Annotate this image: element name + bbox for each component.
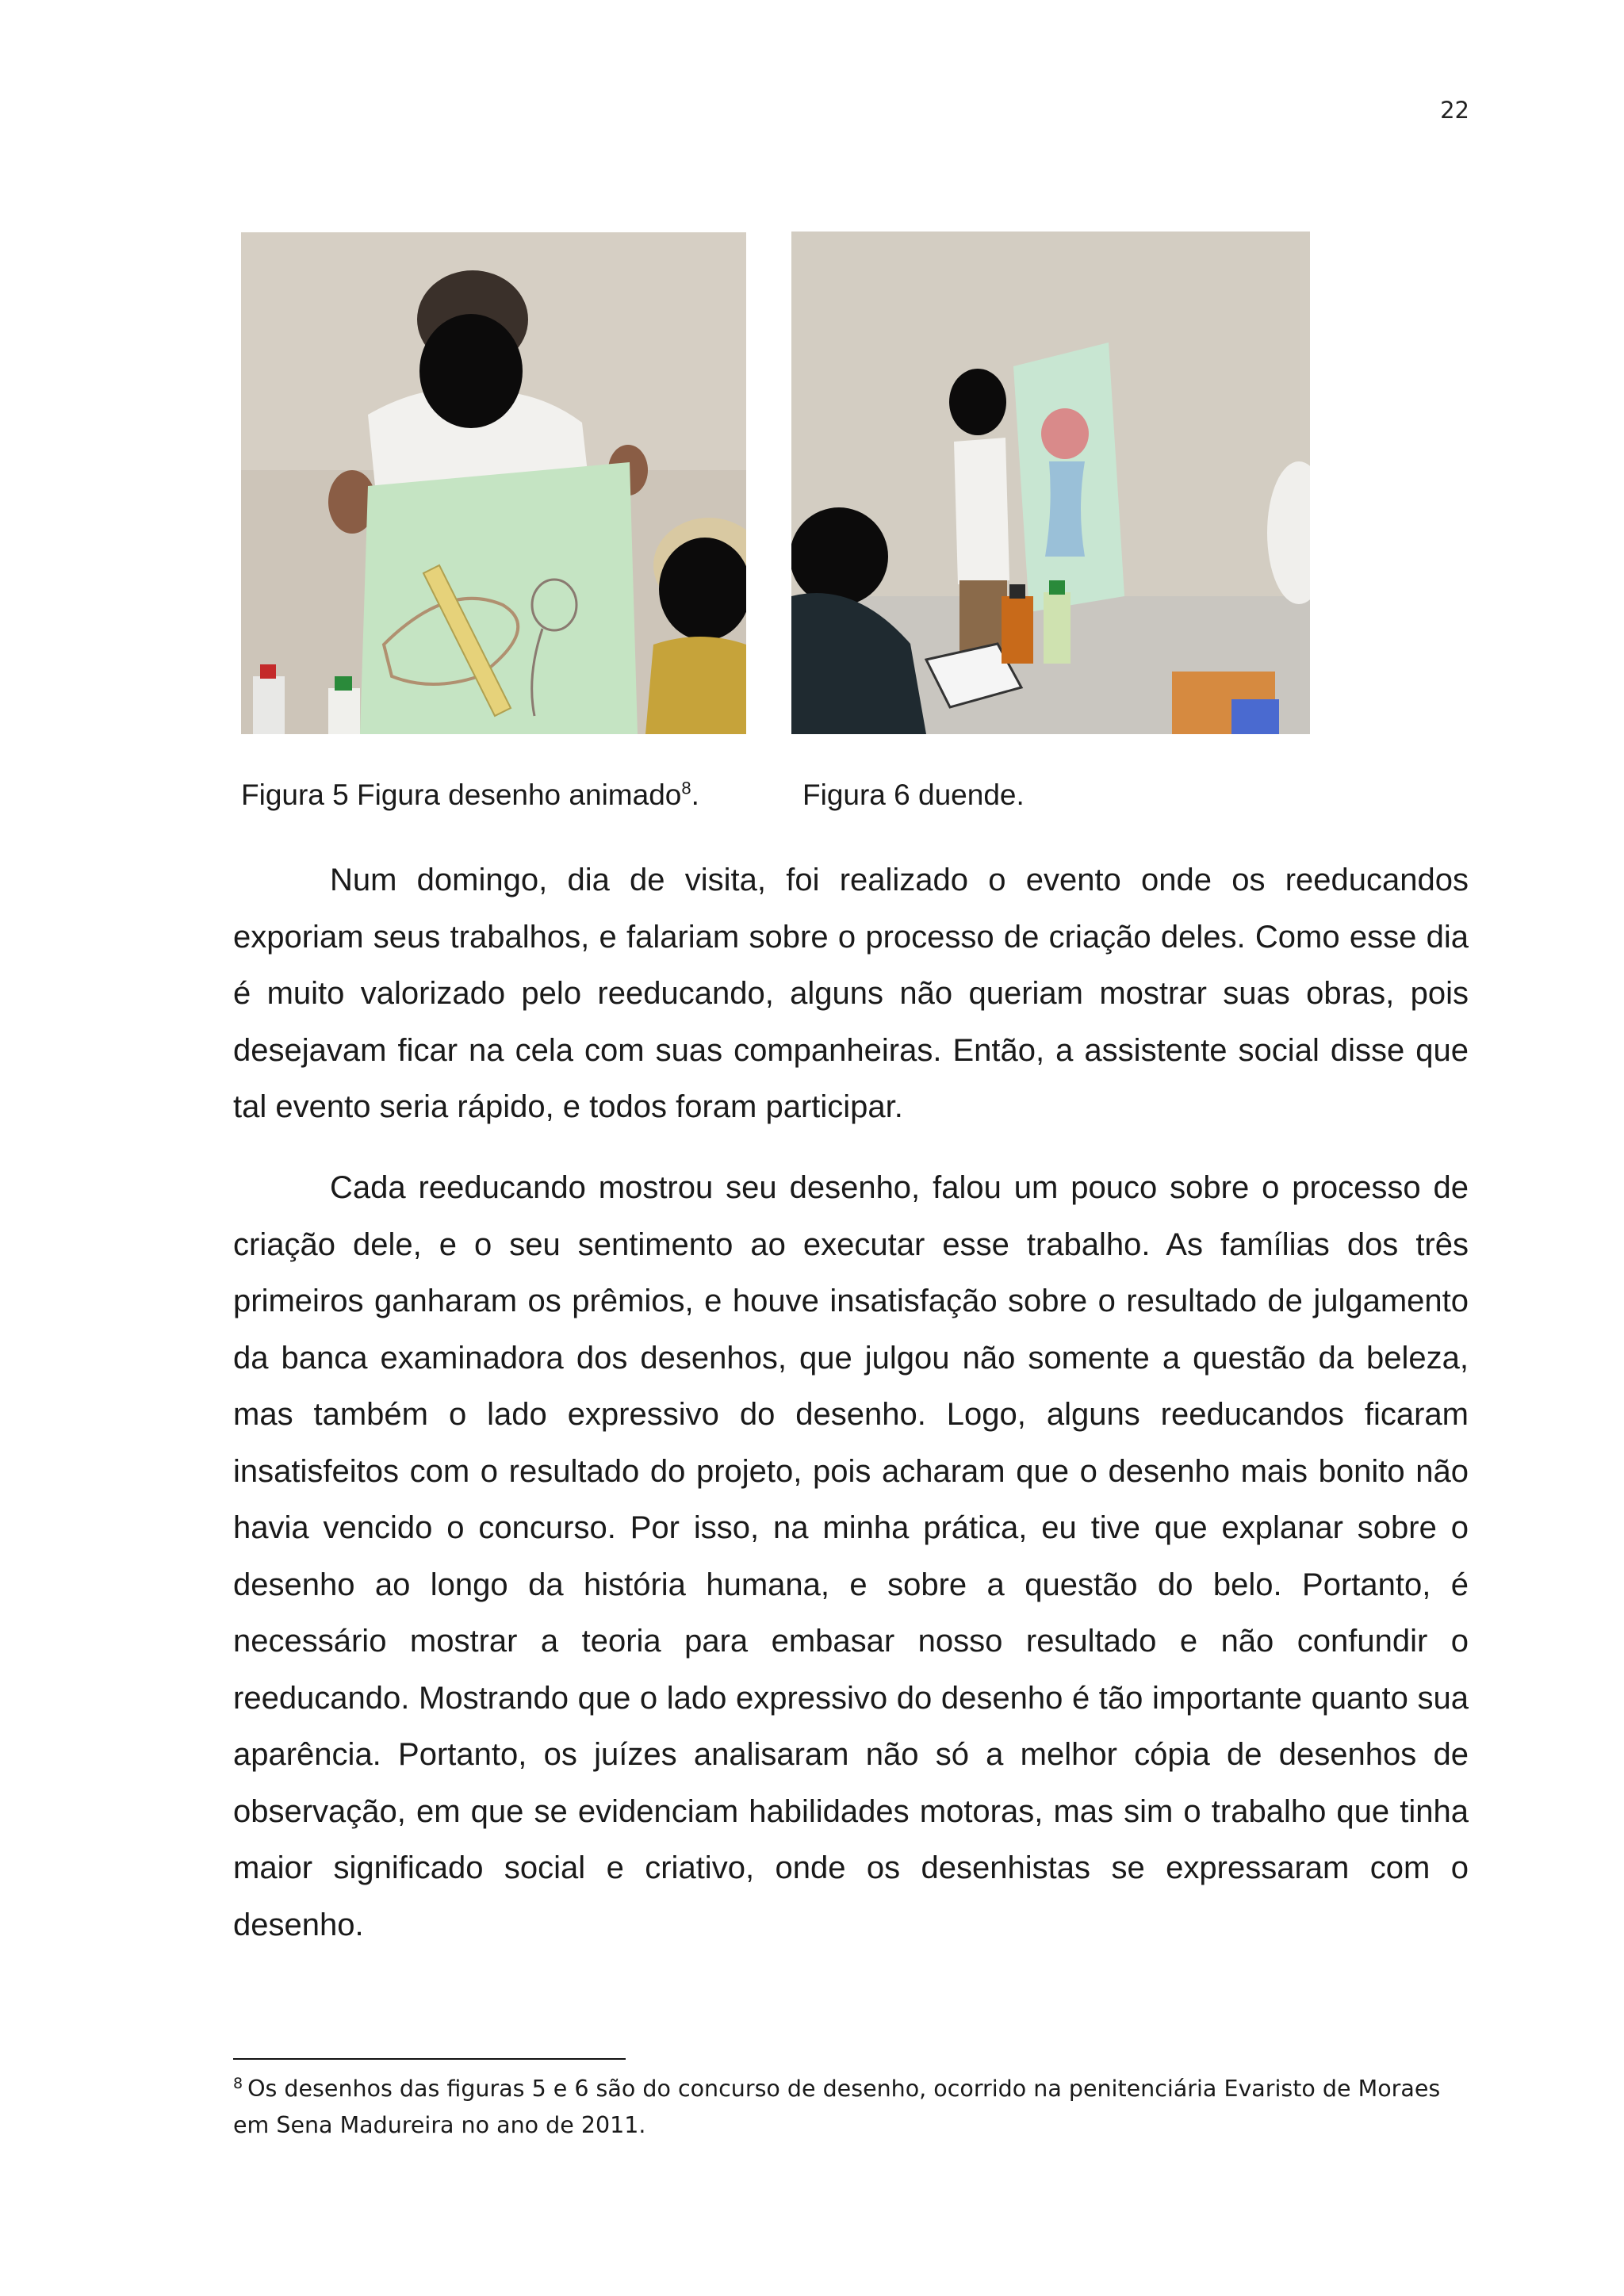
figure-6-caption: Figura 6 duende. — [802, 779, 1025, 811]
body-paragraph-2: Cada reeducando mostrou seu desenho, falou um pouco sobre o processo de criação dele, e o seu sentimento ao executar esse trabalho. As famílias dos três primeiros ganharam os prêmios, e houve insatisfação sobre o resultado de julgamento da banca examinadora dos desenhos, que julgou não somente a questão da beleza, mas também o lado expressivo do desenho. Logo, alguns reeducandos ficaram insatisfeitos com o resultado do projeto, pois acharam que o desenho mais bonito não havia vencido o concurso. Por isso, na minha prática, eu tive que explanar sobre o desenho ao longo da história humana, e sobre a questão do belo. Portanto, é necessário mostrar a teoria para embasar nosso resultado e não confundir o reeducando. Mostrando que o lado expressivo do desenho é tão importante quanto sua aparência. Portanto, os juízes analisaram não só a melhor cópia de desenhos de observação, em que se evidenciam habilidades motoras, mas sim o trabalho que tinha maior significado social e criativo, onde os desenhistas se expressaram com o desenho. — [233, 1170, 1469, 1942]
footnote — [233, 2071, 1470, 2144]
body-paragraph-1: Num domingo, dia de visita, foi realizado o evento onde os reeducandos exporiam seus trabalhos, e falariam sobre o processo de criação deles. Como esse dia é muito valorizado pelo reeducando, alguns não queriam mostrar suas obras, pois desejavam ficar na cela com suas companheiras. Então, a assistente social disse que tal evento seria rápido, e todos foram participar. — [233, 863, 1469, 1124]
footnote-number: 8 — [233, 2074, 243, 2092]
figure-6-photo — [791, 232, 1310, 734]
figure-5-caption: Figura 5 Figura desenho animado$^8$. — [241, 778, 699, 811]
page-number: 22 — [1440, 97, 1469, 124]
footnote-separator — [233, 2058, 626, 2060]
footnote-text: Os desenhos das figuras 5 e 6 são do concurso de desenho, ocorrido na penitenciária Evaristo de Moraes em Sena Madureira no ano de 2011. — [233, 2076, 1441, 2138]
figure-5-photo — [241, 232, 746, 734]
footnote-reference: 8 — [681, 778, 691, 798]
